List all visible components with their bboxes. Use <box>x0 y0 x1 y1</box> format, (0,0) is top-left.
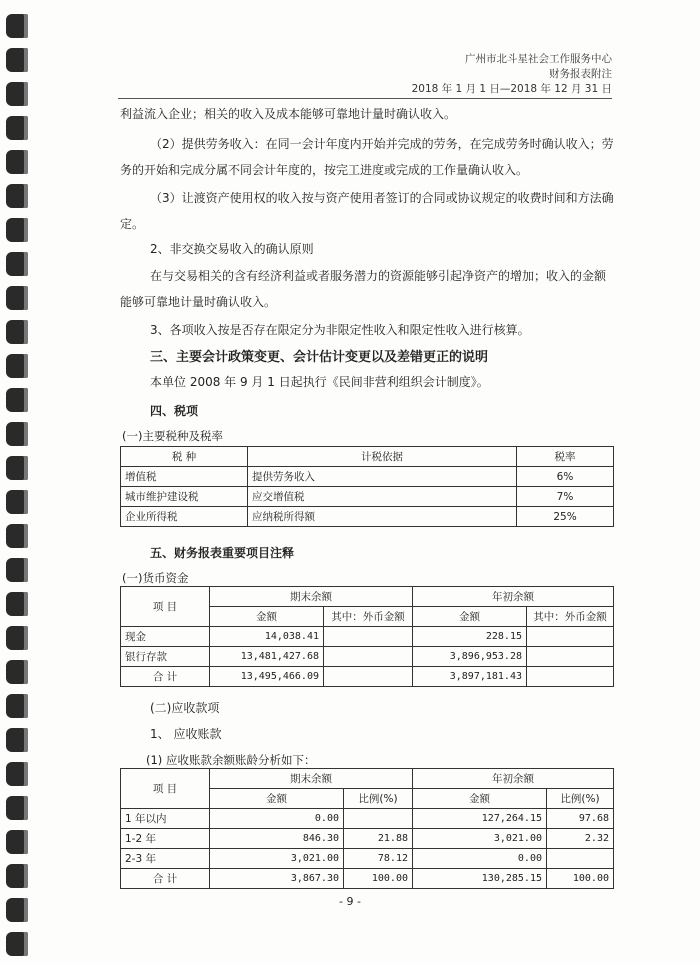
table-row <box>121 507 614 527</box>
cash-end-amount: 14,038.41 <box>210 627 324 647</box>
page-number: - 9 - <box>339 895 361 908</box>
binding-hole <box>6 864 28 888</box>
header-rule <box>118 98 612 99</box>
paragraph-1: 利益流入企业；相关的收入及成本能够可靠地计量时确认收入。 <box>120 107 457 121</box>
aging-end-ratio: 21.88 <box>344 829 413 849</box>
receivables-subheading: 1、 应收账款 <box>150 727 222 741</box>
header-org: 广州市北斗星社会工作服务中心 <box>465 53 612 65</box>
aging-sub-ratio: 比例(%) <box>547 789 614 809</box>
aging-begin-ratio: 97.68 <box>547 809 614 829</box>
tax-rate: 7% <box>517 487 614 507</box>
paragraph-3b: 定。 <box>120 217 145 231</box>
table-row <box>121 487 614 507</box>
aging-end-amount: 3,021.00 <box>210 849 344 869</box>
cash-end-foreign <box>324 627 413 647</box>
binding-hole <box>6 218 28 242</box>
paragraph-2b: 务的开始和完成分属不同会计年度的，按完工进度或完成的工作量确认收入。 <box>120 163 529 177</box>
page-header <box>412 52 612 97</box>
binding-hole <box>6 150 28 174</box>
section-3-heading: 三、主要会计政策变更、会计估计变更以及差错更正的说明 <box>150 350 489 365</box>
aging-table <box>120 768 614 889</box>
binding-hole <box>6 354 28 378</box>
aging-begin-amount: 0.00 <box>413 849 547 869</box>
receivables-caption: (二)应收款项 <box>150 701 220 715</box>
table-row <box>121 647 614 667</box>
aging-item: 2-3 年 <box>121 849 210 869</box>
tax-rate: 6% <box>517 467 614 487</box>
aging-item-header: 项 目 <box>121 769 210 809</box>
binding-hole <box>6 388 28 412</box>
header-period: 2018 年 1 月 1 日—2018 年 12 月 31 日 <box>411 83 612 95</box>
aging-group-begin: 年初余额 <box>413 769 614 789</box>
cash-item: 银行存款 <box>121 647 210 667</box>
aging-item: 1-2 年 <box>121 829 210 849</box>
binding-hole <box>6 422 28 446</box>
cash-begin-foreign <box>527 667 614 687</box>
aging-sub-amount: 金额 <box>413 789 547 809</box>
tax-type: 增值税 <box>121 467 248 487</box>
section-4-heading: 四、税项 <box>150 404 199 418</box>
aging-sub-amount: 金额 <box>210 789 344 809</box>
tax-table-caption: (一)主要税种及税率 <box>122 429 223 443</box>
aging-begin-amount: 130,285.15 <box>413 869 547 889</box>
binding-hole <box>6 694 28 718</box>
cash-sub-amount: 金额 <box>210 607 324 627</box>
binding-hole <box>6 184 28 208</box>
cash-end-foreign <box>324 667 413 687</box>
paragraph-5b: 能够可靠地计量时确认收入。 <box>120 295 277 309</box>
table-row <box>121 829 614 849</box>
tax-basis: 提供劳务收入 <box>248 467 517 487</box>
binding-hole <box>6 456 28 480</box>
binding-hole <box>6 524 28 548</box>
cash-sub-amount: 金额 <box>413 607 527 627</box>
table-row <box>121 627 614 647</box>
paragraph-2a: （2）提供劳务收入：在同一会计年度内开始并完成的劳务，在完成劳务时确认收入；劳 <box>150 137 614 151</box>
cash-item: 现金 <box>121 627 210 647</box>
tax-basis: 应交增值税 <box>248 487 517 507</box>
cash-end-amount: 13,495,466.09 <box>210 667 324 687</box>
binding-hole <box>6 82 28 106</box>
aging-begin-ratio: 100.00 <box>547 869 614 889</box>
aging-end-amount: 3,867.30 <box>210 869 344 889</box>
cash-sub-foreign: 其中：外币金额 <box>324 607 413 627</box>
cash-end-foreign <box>324 647 413 667</box>
binding-hole <box>6 116 28 140</box>
table-row <box>121 667 614 687</box>
table-row <box>121 849 614 869</box>
paragraph-3a: （3）让渡资产使用权的收入按与资产使用者签订的合同或协议规定的收费时间和方法确 <box>150 191 614 205</box>
binding-hole <box>6 286 28 310</box>
cash-item: 合 计 <box>121 667 210 687</box>
aging-end-amount: 0.00 <box>210 809 344 829</box>
binding-hole <box>6 728 28 752</box>
tax-type: 城市维护建设税 <box>121 487 248 507</box>
cash-table <box>120 586 614 687</box>
table-row <box>121 809 614 829</box>
aging-begin-ratio <box>547 849 614 869</box>
paragraph-5a: 在与交易相关的含有经济利益或者服务潜力的资源能够引起净资产的增加；收入的金额 <box>150 269 607 283</box>
tax-header-type: 税 种 <box>121 447 248 467</box>
paragraph-4: 2、非交换交易收入的确认原则 <box>150 242 314 256</box>
cash-begin-amount: 228.15 <box>413 627 527 647</box>
binding-hole <box>6 796 28 820</box>
tax-header-basis: 计税依据 <box>248 447 517 467</box>
cash-group-begin: 年初余额 <box>413 587 614 607</box>
cash-sub-foreign: 其中：外币金额 <box>527 607 614 627</box>
aging-begin-amount: 127,264.15 <box>413 809 547 829</box>
section-5-heading: 五、财务报表重要项目注释 <box>150 546 295 560</box>
cash-end-amount: 13,481,427.68 <box>210 647 324 667</box>
tax-rate: 25% <box>517 507 614 527</box>
tax-type: 企业所得税 <box>121 507 248 527</box>
binding-hole <box>6 626 28 650</box>
binding-hole <box>6 592 28 616</box>
cash-item-header: 项 目 <box>121 587 210 627</box>
binding-hole <box>6 320 28 344</box>
cash-begin-foreign <box>527 627 614 647</box>
tax-basis: 应纳税所得额 <box>248 507 517 527</box>
aging-item: 1 年以内 <box>121 809 210 829</box>
binding-hole <box>6 830 28 854</box>
aging-item: 合 计 <box>121 869 210 889</box>
aging-sub-ratio: 比例(%) <box>344 789 413 809</box>
table-row <box>121 869 614 889</box>
header-doc: 财务报表附注 <box>549 68 612 80</box>
tax-header-rate: 税率 <box>517 447 614 467</box>
tax-table <box>120 446 614 527</box>
cash-begin-foreign <box>527 647 614 667</box>
binding-hole <box>6 558 28 582</box>
binding-holes <box>0 0 34 963</box>
aging-table-caption: (1) 应收账款余额账龄分析如下： <box>146 753 316 767</box>
aging-end-ratio: 100.00 <box>344 869 413 889</box>
aging-begin-ratio: 2.32 <box>547 829 614 849</box>
aging-end-ratio <box>344 809 413 829</box>
binding-hole <box>6 14 28 38</box>
paragraph-7: 本单位 2008 年 9 月 1 日起执行《民间非营利组织会计制度》。 <box>150 375 489 389</box>
binding-hole <box>6 490 28 514</box>
table-row <box>121 467 614 487</box>
binding-hole <box>6 252 28 276</box>
aging-begin-amount: 3,021.00 <box>413 829 547 849</box>
aging-end-ratio: 78.12 <box>344 849 413 869</box>
binding-hole <box>6 660 28 684</box>
cash-begin-amount: 3,897,181.43 <box>413 667 527 687</box>
cash-table-caption: (一)货币资金 <box>122 571 189 585</box>
aging-end-amount: 846.30 <box>210 829 344 849</box>
cash-group-end: 期末余额 <box>210 587 413 607</box>
binding-hole <box>6 762 28 786</box>
binding-hole <box>6 932 28 956</box>
paragraph-6: 3、各项收入按是否存在限定分为非限定性收入和限定性收入进行核算。 <box>150 323 530 337</box>
binding-hole <box>6 48 28 72</box>
cash-begin-amount: 3,896,953.28 <box>413 647 527 667</box>
aging-group-end: 期末余额 <box>210 769 413 789</box>
